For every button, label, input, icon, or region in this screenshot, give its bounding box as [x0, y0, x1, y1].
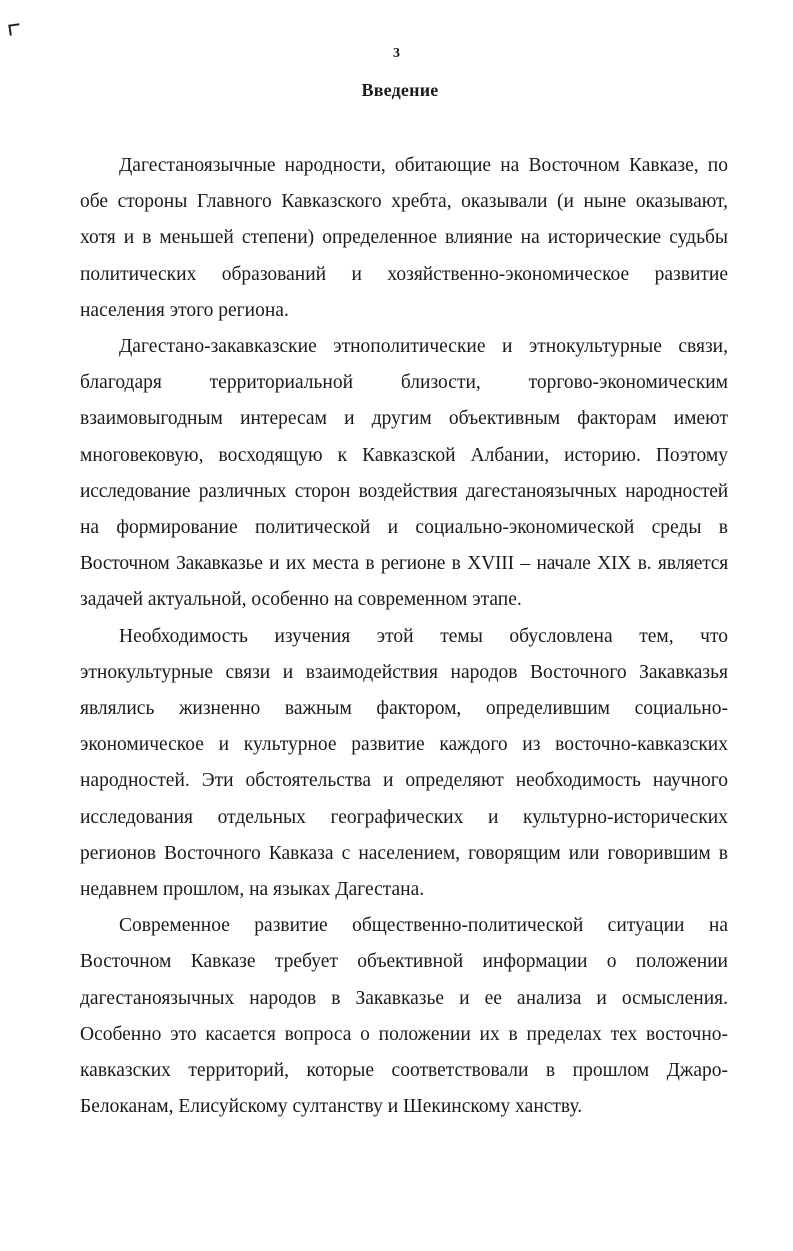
text-line: регионов Восточного Кавказа с населением, говорящим или говорившим в	[80, 842, 728, 864]
paragraph	[80, 329, 728, 619]
text-line: дагестаноязычных народов в Закавказье и ее анализа и осмысления.	[80, 987, 728, 1009]
text-line: населения этого региона.	[80, 299, 289, 321]
text-line: на формирование политической и социально-экономической среды в	[80, 517, 728, 539]
text-line: этнокультурные связи и взаимодействия народов Восточного Закавказья	[80, 661, 728, 683]
text-line: исследования отдельных географических и культурно-исторических	[80, 806, 728, 828]
text-line: задачей актуальной, особенно на современном этапе.	[80, 589, 522, 611]
text-line: являлись жизненно важным фактором, определившим социально-	[80, 698, 728, 720]
text-line: исследование различных сторон воздействия дагестаноязычных народностей	[80, 480, 728, 502]
text-line: народностей. Эти обстоятельства и определяют необходимость научного	[80, 770, 728, 792]
text-line: обе стороны Главного Кавказского хребта, оказывали (и ныне оказывают,	[80, 191, 728, 213]
text-line: недавнем прошлом, на языках Дагестана.	[80, 879, 425, 901]
text-line: многовековую, восходящую к Кавказской Албании, историю. Поэтому	[80, 444, 728, 466]
text-line: Дагестано-закавказские этнополитические и этнокультурные связи,	[119, 336, 728, 358]
paragraph	[80, 619, 728, 909]
text-line: Восточном Кавказе требует объективной информации о положении	[80, 951, 728, 973]
text-line: Дагестаноязычные народности, обитающие на Восточном Кавказе, по	[119, 155, 728, 176]
text-line: Белоканам, Елисуйскому султанству и Шекинскому ханству.	[80, 1096, 583, 1118]
paragraph	[80, 148, 728, 329]
text-line: Особенно это касается вопроса о положении их в пределах тех восточно-	[80, 1023, 728, 1045]
text-line: кавказских территорий, которые соответствовали в прошлом Джаро-	[80, 1060, 728, 1082]
text-line: экономическое и культурное развитие каждого из восточно-кавказских	[80, 734, 728, 756]
text-line: Современное развитие общественно-политической ситуации на	[119, 915, 728, 937]
scan-corner-mark	[8, 23, 20, 35]
body-text	[80, 148, 728, 1125]
text-line: политических образований и хозяйственно-экономическое развитие	[80, 263, 728, 285]
page-title: Введение	[361, 80, 439, 100]
text-line: взаимовыгодным интересам и другим объективным факторам имеют	[80, 408, 728, 430]
text-line: хотя и в меньшей степени) определенное влияние на исторические судьбы	[80, 227, 728, 249]
page-number: 3	[393, 46, 400, 61]
text-line: благодаря территориальной близости, торгово-экономическим	[80, 372, 728, 394]
paragraph	[80, 908, 728, 1125]
text-line: Необходимость изучения этой темы обусловлена тем, что	[119, 625, 728, 647]
text-line: Восточном Закавказье и их места в регионе в XVIII – начале XIX в. является	[80, 553, 728, 575]
